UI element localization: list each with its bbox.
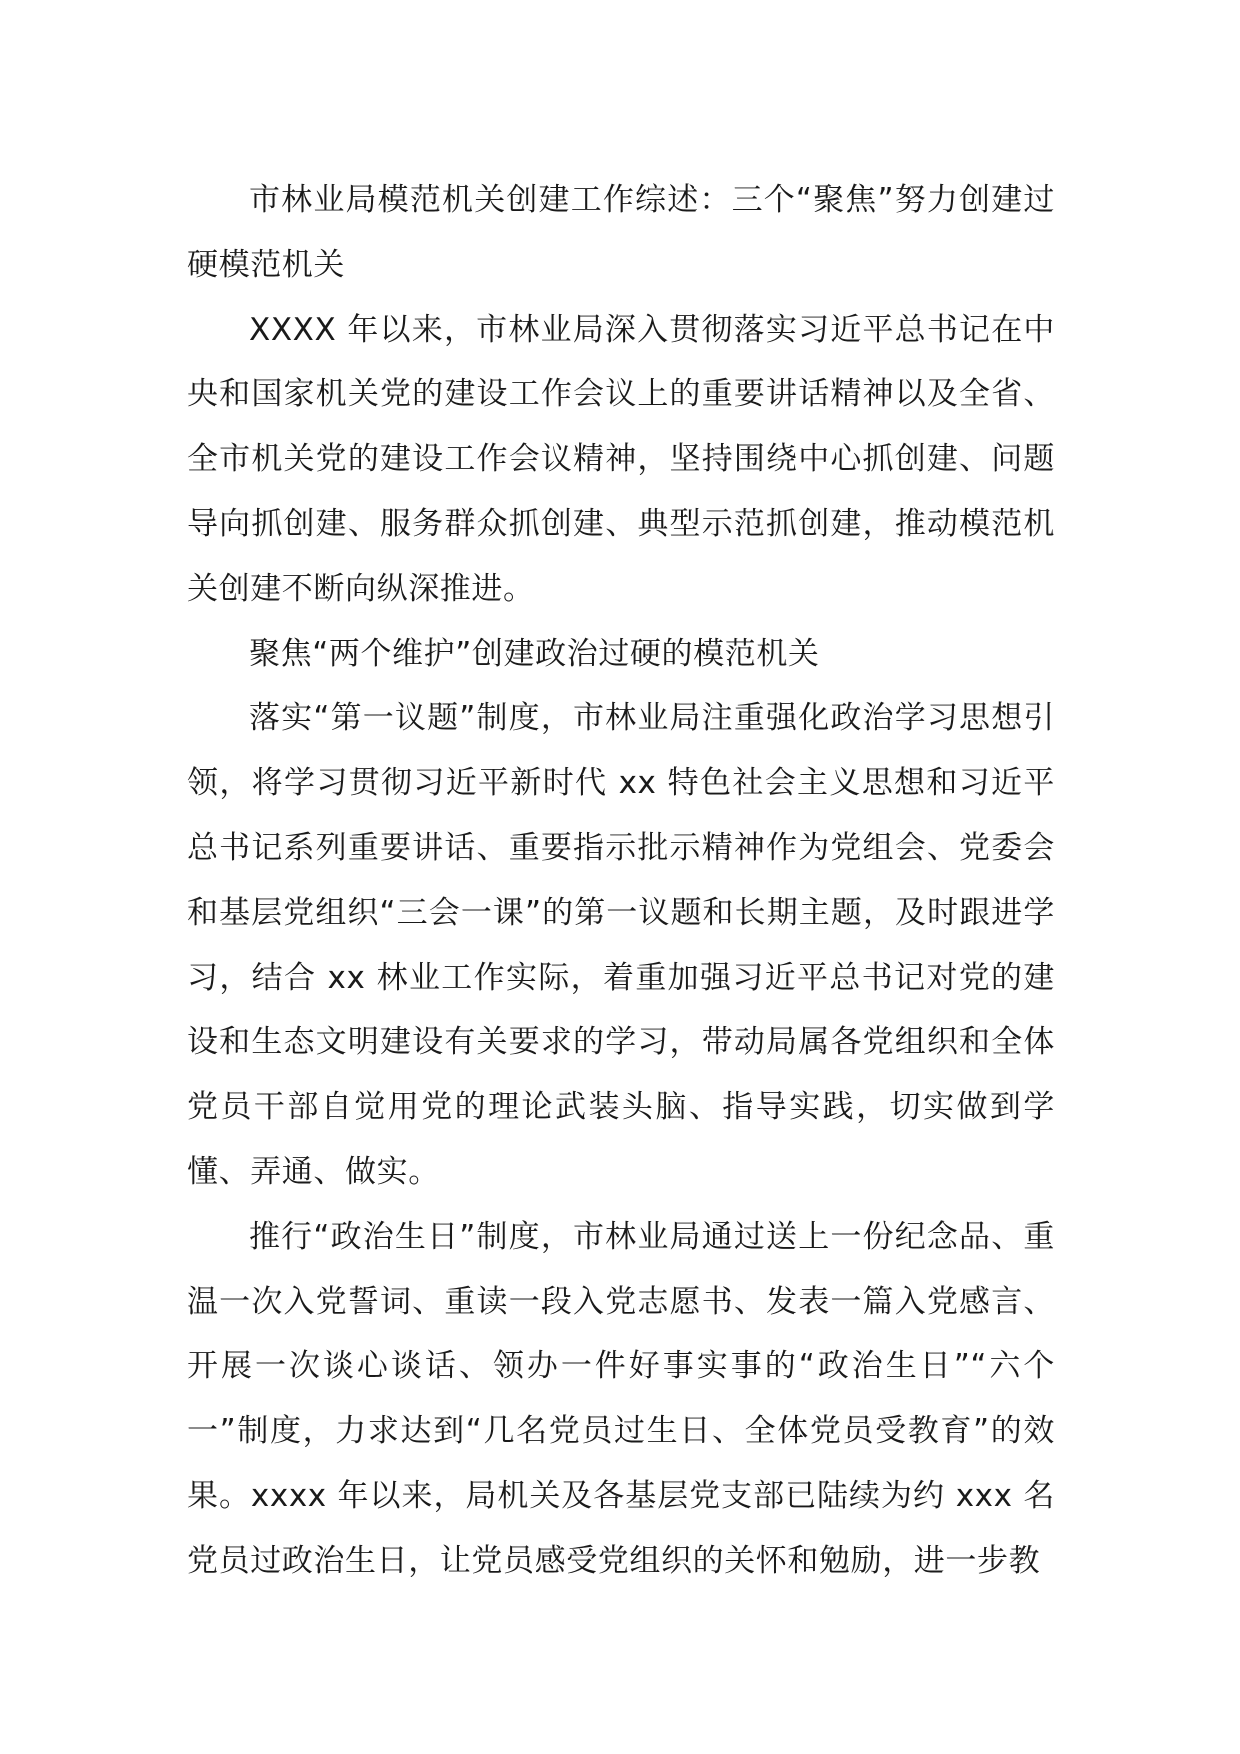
paragraph-intro: XXXX 年以来，市林业局深入贯彻落实习近平总书记在中央和国家机关党的建设工作会议上的重要讲话精神以及全省、全市机关党的建设工作会议精神，坚持围绕中心抓创建、问题导向抓创建、服务群众抓创建、典型示范抓创建，推动模范机关创建不断向纵深推进。 — [187, 311, 1055, 607]
document-title: 市林业局模范机关创建工作综述：三个“聚焦”努力创建过硬模范机关 — [187, 182, 1055, 283]
paragraph-political-birthday: 推行“政治生日”制度，市林业局通过送上一份纪念品、重温一次入党誓词、重读一段入党志愿书、发表一篇入党感言、开展一次谈心谈话、领办一件好事实事的“政治生日”“六个一”制度，力求达到“几名党员过生日、全体党员受教育”的效果。xxxx 年以来，局机关及各基层党支部已陆续为约 xxx 名党员过政治生日，让党员感受党组织的关怀和勉励，进一步教 — [187, 1218, 1055, 1579]
paragraph-first-topic: 落实“第一议题”制度，市林业局注重强化政治学习思想引领，将学习贯彻习近平新时代 xx 特色社会主义思想和习近平总书记系列重要讲话、重要指示批示精神作为党组会、党委会和基层党组织“三会一课”的第一议题和长期主题，及时跟进学习，结合 xx 林业工作实际，着重加强习近平总书记对党的建设和生态文明建设有关要求的学习，带动局属各党组织和全体党员干部自觉用党的理论武装头脑、指导实践，切实做到学懂、弄通、做实。 — [187, 700, 1055, 1190]
document-body — [187, 168, 1055, 1594]
section-heading: 聚焦“两个维护”创建政治过硬的模范机关 — [249, 635, 820, 672]
